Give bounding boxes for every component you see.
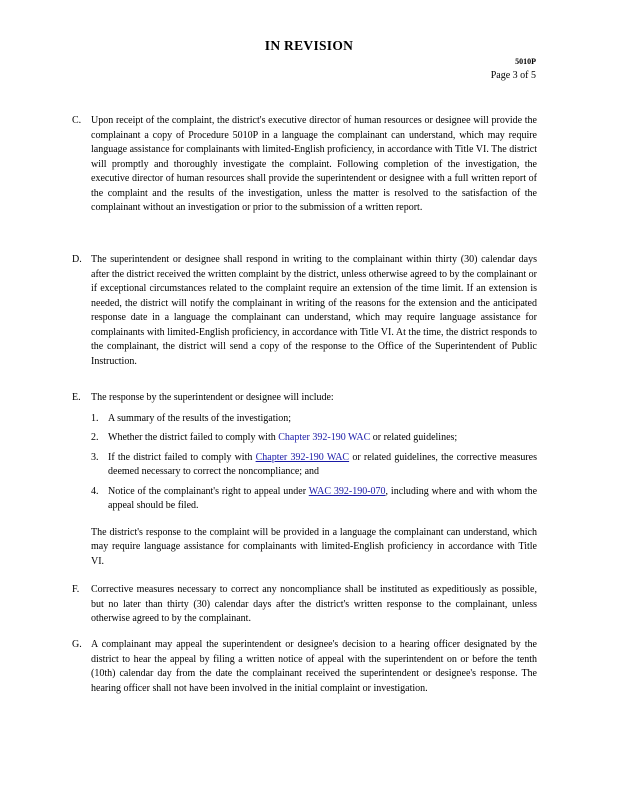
section-closing: The district's response to the complaint will be provided in a language the complainant can understand, which may require language assistance for complainants with limited-English proficiency in accordance with Title VI. (91, 526, 537, 567)
section-g (72, 638, 537, 696)
list-text: , including where and with whom the appeal should be filed. (108, 485, 538, 511)
list-text: If the district failed to comply with (108, 451, 256, 463)
page-title: IN REVISION (264, 38, 354, 53)
policy-code: 5010P (515, 57, 536, 66)
wac-section-link[interactable]: WAC 392-190-070 (308, 485, 386, 497)
list-number: 3. (91, 451, 99, 463)
section-letter: C. (72, 115, 82, 126)
list-number: 1. (91, 412, 99, 424)
list-text: Notice of the complainant's right to appeal under (108, 485, 309, 497)
list-number: 2. (91, 432, 99, 443)
list-item (91, 431, 537, 446)
section-letter: G. (72, 639, 82, 650)
list-text: or related guidelines; (370, 432, 458, 443)
section-text: Corrective measures necessary to correct any noncompliance shall be instituted as expeditiously as possible, but no later than thirty (30) calendar days after the district's written response to the complainant, unless otherwise agreed to by the complainant. (91, 584, 537, 624)
section-letter: F. (72, 584, 80, 595)
list-item (91, 451, 537, 480)
section-text: A complainant may appeal the superintendent or designee's decision to a hearing officer designated by the district to hear the appeal by filing a written notice of appeal with the superintendent on or before the tenth (10th) calendar day from the date the complainant received the superintendent or designee's response. The hearing officer shall not have been involved in the initial complaint or investigation. (91, 639, 537, 694)
section-intro: The response by the superintendent or designee will include: (91, 392, 334, 403)
wac-chapter-link[interactable]: Chapter 392-190 WAC (278, 432, 371, 443)
list-text: Whether the district failed to comply with (108, 432, 279, 443)
section-letter: E. (72, 392, 81, 403)
section-letter: D. (72, 254, 82, 265)
section-text: The superintendent or designee shall respond in writing to the complainant within thirty (30) calendar days after the district received the written complaint by the district, unless otherwise agreed to by the complainant or if exceptional circumstances related to the complaint require an extension of the time limit. If an extension is needed, the district will notify the complainant in writing of the reasons for the extension and the anticipated response date in a language the complainant can understand, which may require language assistance for complainants with limited-English proficiency, in accordance with Title VI. At the time, the district responds to the complainant, the district will send a copy of the response to the Office of the Superintendent of Public Instruction. (91, 254, 537, 367)
wac-chapter-link[interactable]: Chapter 392-190 WAC (255, 451, 350, 463)
list-item (91, 485, 537, 514)
section-e (72, 391, 537, 569)
section-text: Upon receipt of the complaint, the district's executive director of human resources or designee will provide the complainant a copy of Procedure 5010P in a language the complainant can understand, which may require language assistance for complainants with limited-English proficiency, in accordance with Title VI. The district will promptly and thoroughly investigate the complaint. Following completion of the investigation, the executive director of human resources shall provide the superintendent or designee with a full written report of the complaint and the results of the investigation, unless the matter is resolved to the satisfaction of the complainant without an investigation or prior to the submission of a written report. (91, 115, 537, 213)
section-d (72, 253, 537, 369)
section-c (72, 114, 537, 216)
page-number: Page 3 of 5 (490, 70, 536, 81)
list-text: or related guidelines, the corrective measures deemed necessary to correct the noncompliance; and (108, 451, 538, 477)
list-text: A summary of the results of the investigation; (108, 412, 292, 424)
section-f (72, 583, 537, 627)
list-number: 4. (91, 485, 99, 497)
list-item (91, 412, 537, 427)
